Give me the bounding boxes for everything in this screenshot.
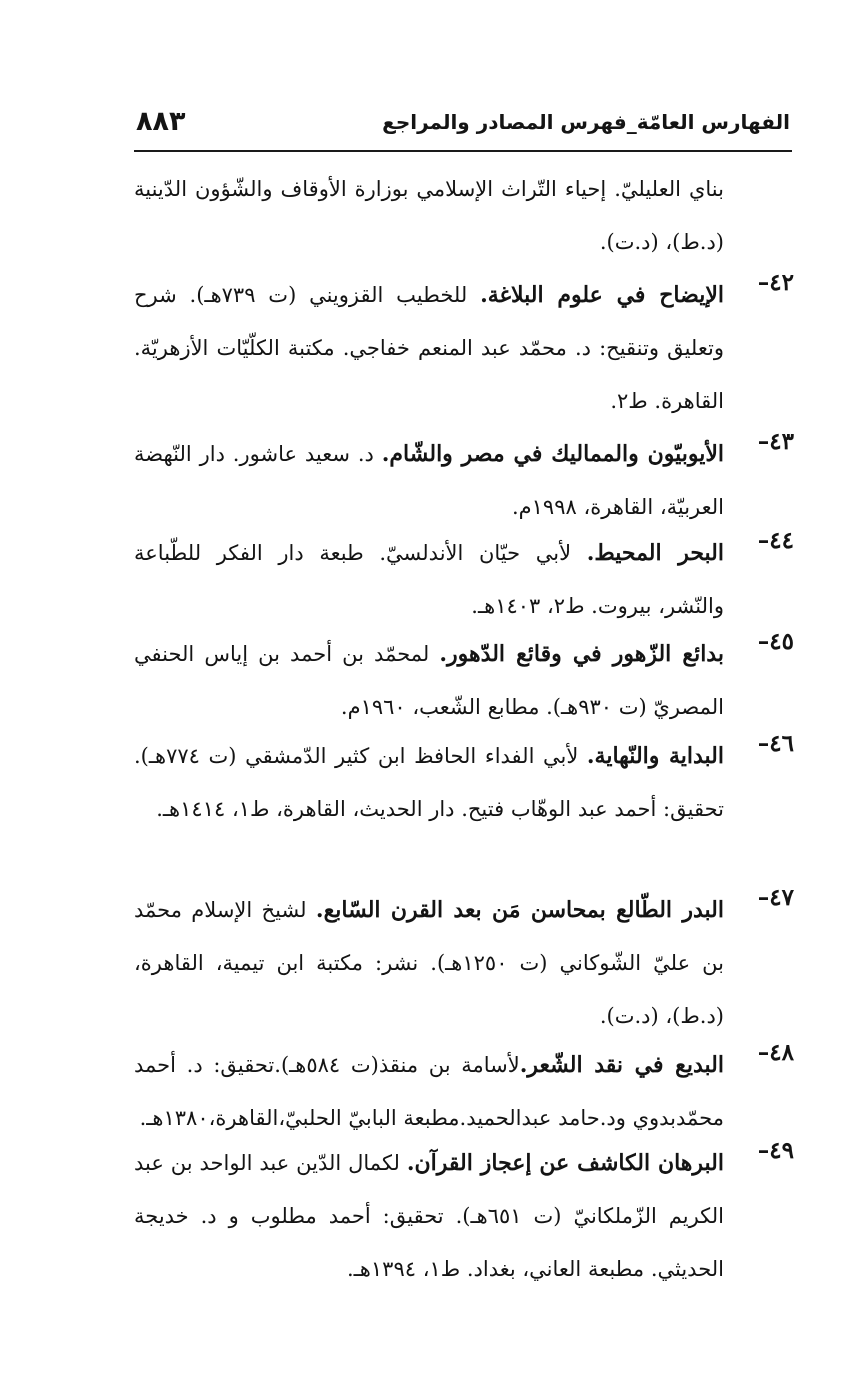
bibliography-entry-48 [134,1039,794,1145]
bibliography-entry-49 [134,1137,794,1296]
bibliography-entry-47 [134,884,794,1043]
running-title: الفهارس العامّة_فهرس المصادر والمراجع [382,110,790,134]
entry-text [134,628,724,734]
entry-description: للخطيب القزويني (ت ٧٣٩هـ). شرح وتعليق وتنقيح: د. محمّد عبد المنعم خفاجي. مكتبة الكلّيّات الأزهريّة. القاهرة. ط٢. [134,283,724,413]
entry-text [134,1137,724,1296]
entry-description: لمحمّد بن أحمد بن إياس الحنفي المصريّ (ت ٩٣٠هـ). مطابع الشّعب، ١٩٦٠م. [134,642,724,719]
bibliography-entry-continuation [134,163,794,269]
entry-description: بناي العليليّ. إحياء التّراث الإسلامي بوزارة الأوقاف والشّؤون الدّينية (د.ط)، (د.ت). [134,177,724,254]
entry-number: ٤٧– [757,884,794,911]
bibliography-entry-46 [134,730,794,836]
entry-title: البديع في نقد الشّعر. [519,1052,724,1078]
entry-title: البحر المحيط. [586,540,724,566]
entry-description: لأسامة بن منقذ(ت ٥٨٤هـ).تحقيق: د. أحمد محمّدبدوي ود.حامد عبدالحميد.مطبعة البابيّ الحلبيّ،القاهرة،١٣٨٠هـ. [134,1053,724,1130]
entry-text [134,1039,724,1145]
entry-number: ٤٩– [757,1137,794,1164]
entry-text [134,527,724,633]
entry-text [134,730,724,836]
entry-text [134,163,724,269]
entry-title: الأيوبيّون والمماليك في مصر والشّام. [381,441,724,467]
entry-number: ٤٦– [757,730,794,757]
page-header [134,106,790,150]
entry-number: ٤٨– [757,1039,794,1066]
entry-title: البرهان الكاشف عن إعجاز القرآن. [406,1150,725,1176]
bibliography-entry-42 [134,269,794,428]
entry-title: البداية والنّهاية. [586,743,724,769]
bibliography-entry-44 [134,527,794,633]
entry-number: ٤٣– [757,428,794,455]
bibliography-entry-45 [134,628,794,734]
entry-title: البدر الطّالع بمحاسن مَن بعد القرن السّابع. [315,897,724,923]
entry-title: الإيضاح في علوم البلاغة. [480,282,724,308]
entry-description: د. سعيد عاشور. دار النّهضة العربيّة، القاهرة، ١٩٩٨م. [134,442,724,519]
page-number: ٨٨٣ [136,106,186,137]
bibliography-entry-43 [134,428,794,534]
entry-number: ٤٢– [757,269,794,296]
header-rule [134,150,792,152]
entry-text [134,428,724,534]
entry-text [134,884,724,1043]
entry-description: لأبي حيّان الأندلسيّ. طبعة دار الفكر للطّباعة والنّشر، بيروت. ط٢، ١٤٠٣هـ. [134,541,724,618]
entry-number: ٤٥– [757,628,794,655]
entry-description: لشيخ الإسلام محمّد بن عليّ الشّوكاني (ت ١٢٥٠هـ). نشر: مكتبة ابن تيمية، القاهرة، (د.ط)، (د.ت). [134,898,724,1028]
entry-text [134,269,724,428]
entry-description: لأبي الفداء الحافظ ابن كثير الدّمشقي (ت ٧٧٤هـ). تحقيق: أحمد عبد الوهّاب فتيح. دار الحديث، القاهرة، ط١، ١٤١٤هـ. [134,744,724,821]
entry-number: ٤٤– [757,527,794,554]
entry-title: بدائع الزّهور في وقائع الدّهور. [439,641,724,667]
entry-description: لكمال الدّين عبد الواحد بن عبد الكريم الزّملكانيّ (ت ٦٥١هـ). تحقيق: أحمد مطلوب و د. خديجة الحديثي. مطبعة العاني، بغداد. ط١، ١٣٩٤هـ. [134,1151,725,1281]
